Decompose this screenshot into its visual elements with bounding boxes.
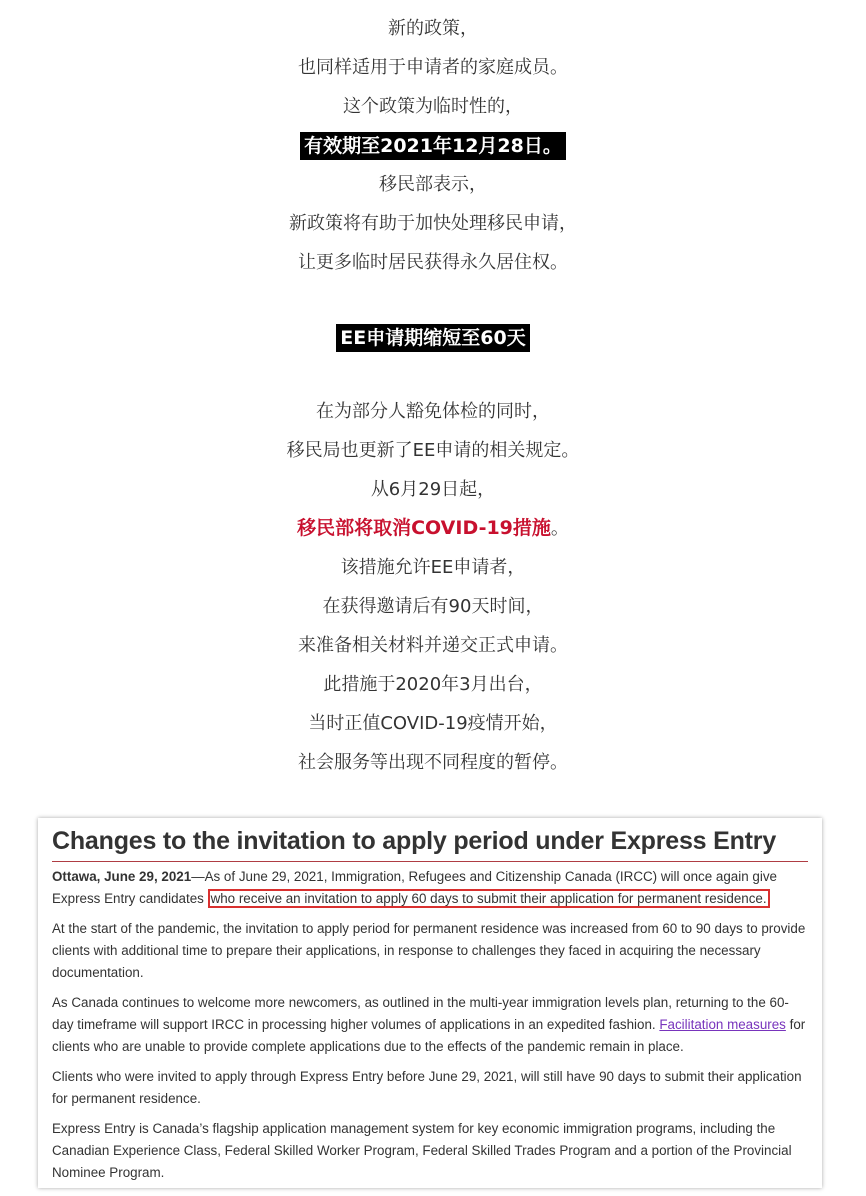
article-line: 移民局也更新了EE申请的相关规定。	[286, 440, 580, 461]
dateline: Ottawa, June 29, 2021	[52, 869, 192, 884]
article-line: 在获得邀请后有90天时间，	[322, 596, 544, 617]
article-line: 社会服务等出现不同程度的暂停。	[298, 752, 568, 773]
paragraph-text: —As of June 29, 2021, Immigration, Refugees and Citizenship Canada (IRCC) will once again give Express Entry candidates	[52, 869, 777, 906]
article-line-highlight	[0, 132, 866, 160]
emphasis-red-text: 移民部将取消COVID-19措施	[297, 517, 551, 539]
article-line: 移民部表示，	[379, 174, 487, 195]
news-paragraph-5: Express Entry is Canada’s flagship application management system for key economic immigration programs, including the Canadian Experience Class, Federal Skilled Worker Program, Federal Skilled Trades Program and a portion of the Provincial Nominee Program.	[52, 1121, 792, 1180]
article-line: 这个政策为临时性的，	[343, 96, 523, 117]
news-paragraph-2: At the start of the pandemic, the invitation to apply period for permanent residence was increased from 60 to 90 days to provide clients with additional time to prepare their applications, in response to challenges they faced in acquiring the necessary documentation.	[52, 921, 806, 980]
article-line: 新的政策，	[388, 18, 478, 39]
news-release-screenshot	[38, 818, 822, 1188]
article-line: 从6月29日起，	[370, 479, 496, 500]
paragraph-text: for clients who are unable to provide complete applications due to the effects of the pandemic remain in place.	[52, 1017, 806, 1054]
article-line: 此措施于2020年3月出台，	[323, 674, 543, 695]
news-paragraph-3	[52, 992, 808, 1058]
article-line-emphasis	[0, 515, 866, 542]
section-heading-row	[0, 324, 866, 352]
highlighted-date: 有效期至2021年12月28日。	[300, 132, 566, 160]
article-line: 在为部分人豁免体检的同时，	[316, 401, 550, 422]
article-line: 也同样适用于申请者的家庭成员。	[298, 57, 568, 78]
article-line: 当时正值COVID-19疫情开始，	[308, 713, 558, 734]
red-boxed-highlight: who receive an invitation to apply 60 days to submit their application for permanent residence.	[208, 889, 770, 908]
article-line: 该措施允许EE申请者，	[340, 557, 526, 578]
news-paragraph-4: Clients who were invited to apply through Express Entry before June 29, 2021, will still have 90 days to submit their application for permanent residence.	[52, 1069, 802, 1106]
section-heading: EE申请期缩短至60天	[336, 324, 529, 352]
news-release-title: Changes to the invitation to apply period under Express Entry	[52, 824, 808, 862]
article-line: 让更多临时居民获得永久居住权。	[298, 252, 568, 273]
news-paragraph-1	[52, 866, 808, 910]
facilitation-measures-link[interactable]: Facilitation measures	[659, 1017, 786, 1032]
emphasis-period: 。	[550, 518, 569, 539]
article-line: 新政策将有助于加快处理移民申请，	[289, 213, 577, 234]
paragraph-text: As Canada continues to welcome more newcomers, as outlined in the multi-year immigration levels plan, returning to the 60-day timeframe will support IRCC in processing higher volumes of applications in an expedited fashion.	[52, 995, 789, 1032]
article-line: 来准备相关材料并递交正式申请。	[298, 635, 568, 656]
